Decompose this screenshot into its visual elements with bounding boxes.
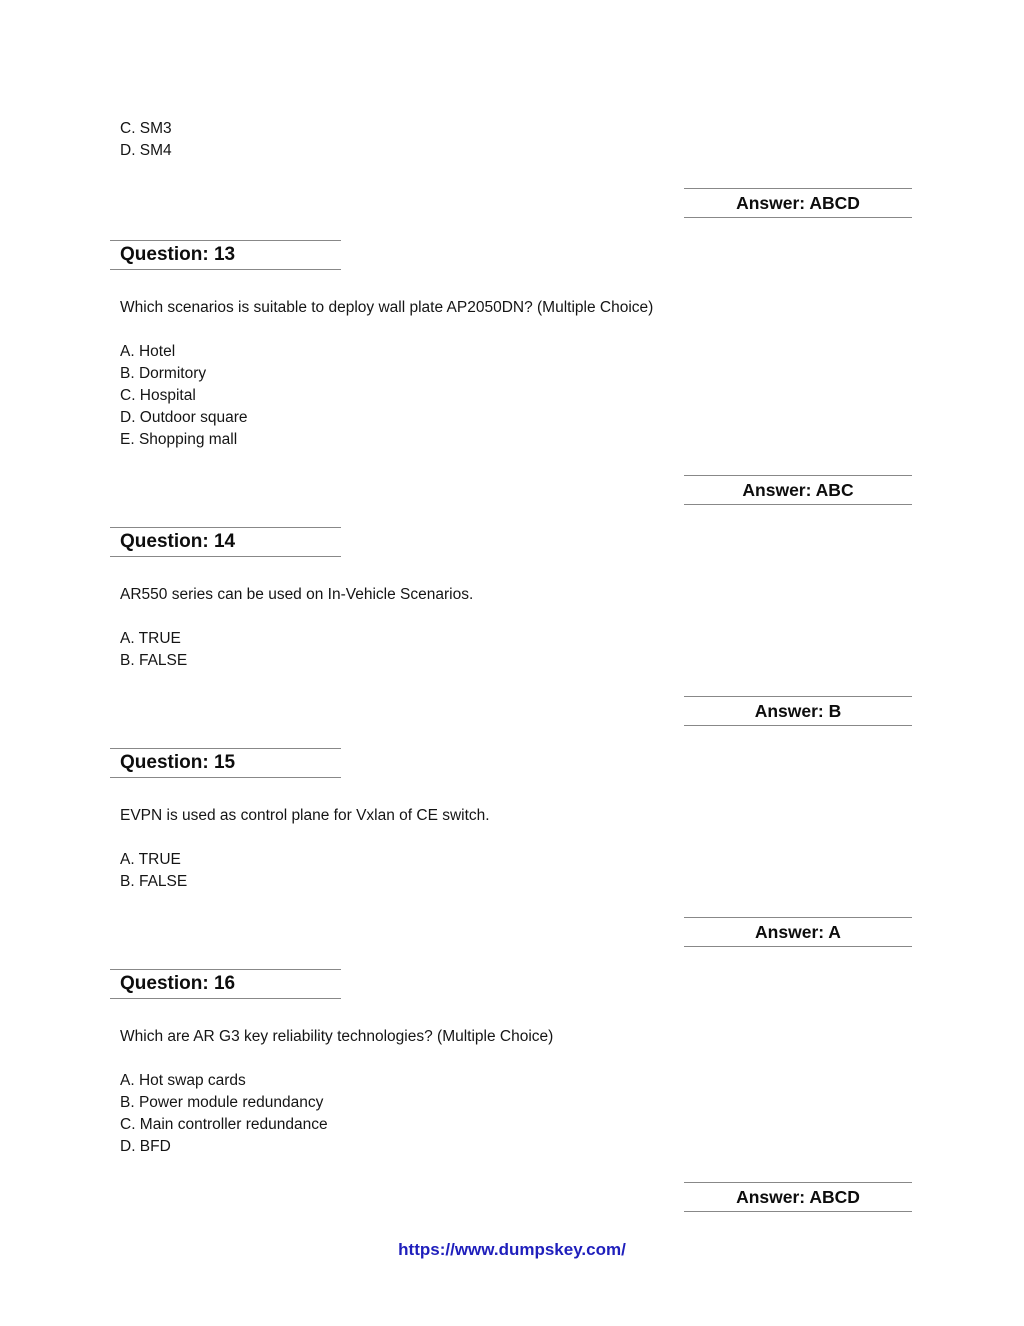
question-options xyxy=(110,849,912,893)
option-line: A. Hotel xyxy=(120,343,176,360)
question-heading xyxy=(110,748,341,778)
option-line: B. Dormitory xyxy=(120,365,207,382)
question-block xyxy=(110,240,912,505)
option-line: E. Shopping mall xyxy=(120,431,238,448)
question-prompt: AR550 series can be used on In-Vehicle Scenarios. xyxy=(120,586,474,603)
option-line: B. Power module redundancy xyxy=(120,1094,324,1111)
question-block xyxy=(110,748,912,947)
previous-question-options xyxy=(110,118,912,162)
page-footer xyxy=(0,1240,1024,1260)
question-block xyxy=(110,527,912,726)
option-line: C. Hospital xyxy=(120,387,196,404)
question-heading-label: Question: 14 xyxy=(120,531,236,552)
question-options xyxy=(110,1070,912,1158)
question-prompt: EVPN is used as control plane for Vxlan of CE switch. xyxy=(120,807,490,824)
question-heading xyxy=(110,240,341,270)
answer-label: Answer: A xyxy=(755,922,841,942)
answer-box xyxy=(684,917,912,947)
answer-box xyxy=(684,475,912,505)
option-line: A. TRUE xyxy=(120,851,181,868)
option-line: D. SM4 xyxy=(120,142,172,159)
question-heading xyxy=(110,527,341,557)
answer-box xyxy=(684,1182,912,1212)
question-options xyxy=(110,341,912,451)
answer-label: Answer: ABCD xyxy=(736,1187,860,1207)
answer-label: Answer: B xyxy=(754,701,842,721)
footer-link[interactable]: https://www.dumpskey.com/ xyxy=(398,1240,626,1259)
option-line: D. BFD xyxy=(120,1138,171,1155)
option-line: A. Hot swap cards xyxy=(120,1072,246,1089)
answer-box xyxy=(684,696,912,726)
option-line: A. TRUE xyxy=(120,630,181,647)
option-line: B. FALSE xyxy=(120,652,188,669)
question-prompt: Which are AR G3 key reliability technologies? (Multiple Choice) xyxy=(120,1028,554,1045)
question-heading-label: Question: 13 xyxy=(120,244,236,265)
option-line: C. Main controller redundance xyxy=(120,1116,328,1133)
option-line: C. SM3 xyxy=(120,120,172,137)
option-line: B. FALSE xyxy=(120,873,188,890)
answer-label: Answer: ABC xyxy=(742,480,854,500)
question-block xyxy=(110,969,912,1212)
question-prompt: Which scenarios is suitable to deploy wall plate AP2050DN? (Multiple Choice) xyxy=(120,299,654,316)
question-heading-label: Question: 16 xyxy=(120,973,236,994)
option-line: D. Outdoor square xyxy=(120,409,248,426)
answer-box xyxy=(684,188,912,218)
question-heading xyxy=(110,969,341,999)
answer-label: Answer: ABCD xyxy=(736,193,860,213)
question-heading-label: Question: 15 xyxy=(120,752,236,773)
question-options xyxy=(110,628,912,672)
